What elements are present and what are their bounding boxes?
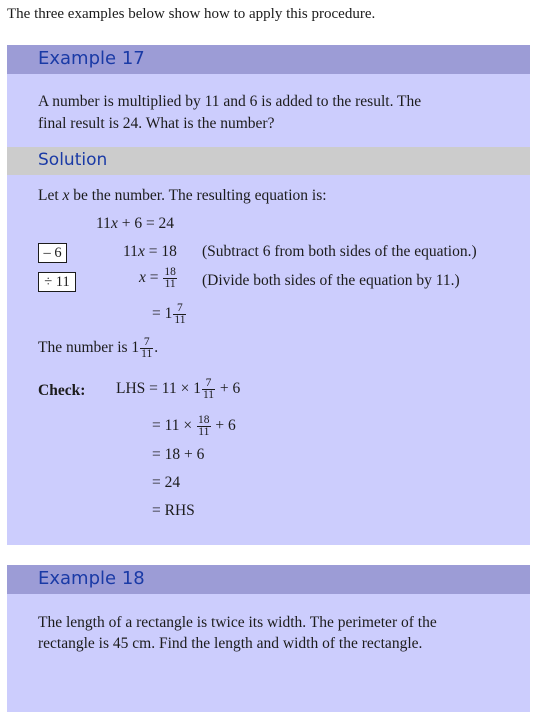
note-step-1: (Subtract 6 from both sides of the equation.) bbox=[202, 243, 477, 260]
fraction-18-11: $\frac{18}{11}$ bbox=[164, 266, 176, 290]
answer-fraction: $\frac{7}{11}$ bbox=[141, 336, 153, 360]
solution-title: Solution bbox=[38, 150, 108, 170]
example-18-title: Example 18 bbox=[38, 568, 145, 589]
problem-18-line-2: rectangle is 45 cm. Find the length and width of the rectangle. bbox=[38, 635, 423, 652]
operation-box-subtract: – 6 bbox=[38, 243, 67, 263]
let-statement: Let x be the number. The resulting equation is: bbox=[38, 187, 327, 204]
check-fraction-1: $\frac{7}{11}$ bbox=[202, 377, 215, 401]
equation-step-1: 11x = 18 bbox=[123, 243, 177, 260]
example-18-header bbox=[7, 565, 530, 594]
equation-original: 11x + 6 = 24 bbox=[96, 215, 175, 232]
example-17-title: Example 17 bbox=[38, 48, 145, 69]
answer-statement: The number is 1 $\frac{7}{11}$ . bbox=[38, 336, 159, 360]
solution-header bbox=[7, 147, 530, 175]
check-line-3: = 18 + 6 bbox=[152, 446, 205, 463]
equation-step-3: = 1 $\frac{7}{11}$ bbox=[152, 302, 186, 326]
check-line-5: = RHS bbox=[152, 502, 195, 519]
check-line-2: = 11 × $\frac{18}{11}$ + 6 bbox=[152, 414, 236, 438]
check-fraction-2: $\frac{18}{11}$ bbox=[198, 414, 210, 438]
check-label: Check: bbox=[38, 382, 86, 399]
note-step-2: (Divide both sides of the equation by 11.) bbox=[202, 272, 460, 289]
intro-text: The three examples below show how to apply this procedure. bbox=[7, 6, 376, 22]
check-line-1: LHS = 11 × 1 $\frac{7}{11}$ + 6 bbox=[116, 377, 241, 401]
fraction-7-11: $\frac{7}{11}$ bbox=[174, 302, 186, 326]
problem-18-line-1: The length of a rectangle is twice its width. The perimeter of the bbox=[38, 614, 437, 631]
example-17-panel bbox=[7, 45, 530, 545]
example-17-header bbox=[7, 45, 530, 74]
operation-box-divide: ÷ 11 bbox=[38, 272, 76, 292]
equation-step-2: x = $\frac{18}{11}$ bbox=[139, 266, 176, 290]
problem-17-line-1: A number is multiplied by 11 and 6 is added to the result. The bbox=[38, 93, 422, 110]
check-line-4: = 24 bbox=[152, 474, 181, 491]
problem-17-line-2: final result is 24. What is the number? bbox=[38, 115, 275, 132]
example-18-panel bbox=[7, 565, 530, 712]
